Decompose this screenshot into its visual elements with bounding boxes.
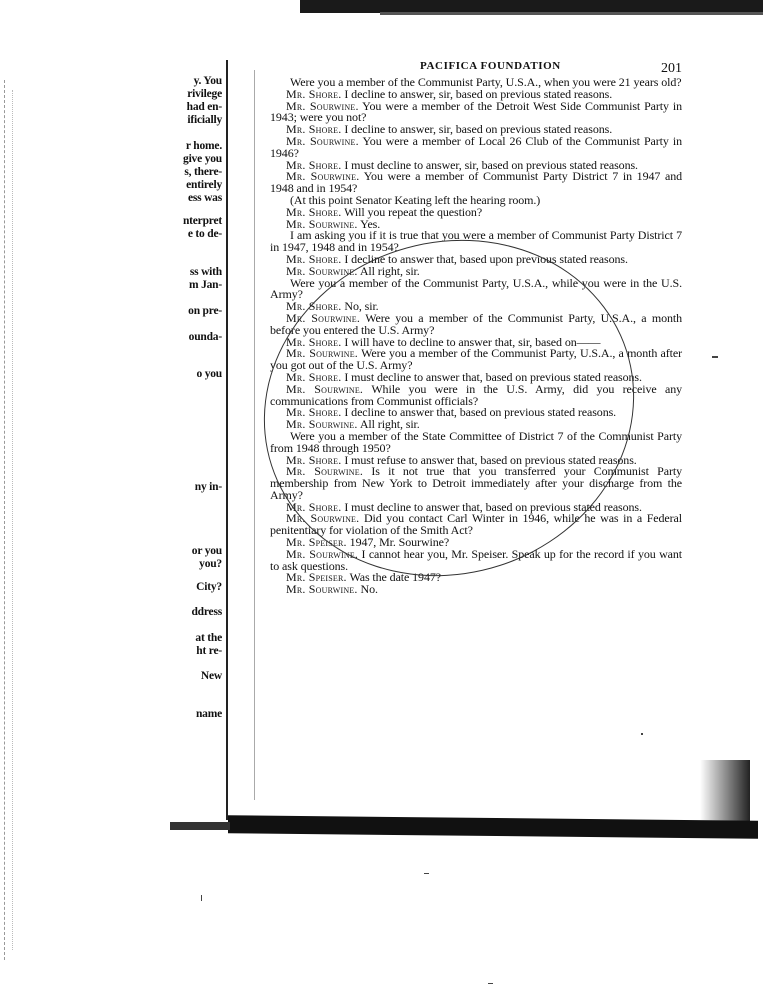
previous-page-fragment-line: ounda-	[188, 331, 222, 343]
speaker-name: Mr. Sourwine.	[286, 346, 359, 361]
speech-text: I must decline to answer that, based on previous stated reasons.	[344, 369, 642, 384]
page-number: 201	[661, 61, 682, 76]
speech-text: Yes.	[360, 216, 381, 231]
previous-page-fragment-line: s, there-	[184, 166, 222, 178]
previous-page-fragment-line: e to de-	[187, 228, 222, 240]
speech-text: All right, sir.	[359, 417, 420, 432]
speech-text: You were a member of the Detroit West Side Communist Party in 1943; were you not?	[270, 98, 682, 125]
speech-text: Were you a member of the Communist Party, U.S.A., a month after you got out of the U.S. Army?	[270, 346, 683, 373]
speaker-name: Mr. Sourwine.	[286, 381, 364, 396]
transcript-paragraph	[270, 310, 683, 337]
speaker-name: Mr. Shore.	[286, 499, 342, 514]
speech-text: (At this point Senator Keating left the hearing room.)	[290, 192, 541, 207]
transcript-paragraph	[270, 546, 682, 573]
speaker-name: Mr. Speiser.	[286, 535, 347, 550]
previous-page-fragment-line: had en-	[186, 101, 222, 113]
scan-speck	[488, 983, 493, 984]
speaker-name: Mr. Shore.	[286, 334, 342, 349]
speaker-name: Mr. Sourwine.	[286, 169, 360, 184]
previous-page-fragment-line: m Jan-	[189, 279, 222, 291]
transcript-paragraph	[270, 584, 682, 596]
speech-text: Were you a member of the Communist Party, U.S.A., when you were 21 years old?	[290, 75, 682, 89]
scan-top-edge-shadow	[380, 12, 763, 15]
speaker-name: Mr. Sourwine.	[286, 310, 361, 325]
previous-page-fragment-line: ny in-	[194, 481, 222, 493]
transcript-paragraph	[270, 275, 682, 302]
speech-text: You were a member of Local 26 Club of the Communist Party in 1946?	[270, 133, 682, 160]
previous-page-fragment-line: ht re-	[196, 645, 222, 657]
speech-text: Did you contact Carl Winter in 1946, while he was in a Federal penitentiary for violation of the Smith Act?	[270, 511, 682, 538]
transcript-paragraph	[270, 428, 682, 455]
previous-page-fragment-line: ess was	[187, 192, 222, 204]
previous-page-fragment-line: entirely	[186, 179, 222, 191]
transcript-paragraph	[270, 466, 682, 501]
previous-page-fragment-line: r home.	[185, 140, 222, 152]
speech-text: 1947, Mr. Sourwine?	[349, 535, 450, 550]
previous-page-fragment-line: New	[200, 670, 222, 682]
speaker-name: Mr. Sourwine.	[286, 511, 360, 526]
speech-text: Will you repeat the question?	[344, 204, 483, 219]
transcript-paragraph	[270, 98, 682, 125]
previous-page-fragment-line: ificially	[187, 114, 222, 126]
speech-text: I must refuse to answer that, based on previous stated reasons.	[344, 452, 637, 467]
speech-text: No.	[360, 582, 378, 597]
previous-page-fragment-line: give you	[183, 153, 222, 165]
previous-page-fragment-line: nterpret	[182, 215, 222, 227]
speech-text: All right, sir.	[359, 263, 420, 278]
speaker-name: Mr. Sourwine.	[286, 263, 358, 278]
speaker-name: Mr. Sourwine.	[286, 98, 359, 113]
previous-page-fragment-line: ddress	[191, 606, 222, 618]
scan-speck	[641, 733, 643, 735]
speech-text: I decline to answer, sir, based on previous stated reasons.	[344, 122, 613, 137]
previous-page-fragment	[130, 60, 228, 820]
transcript-paragraph	[270, 133, 682, 160]
transcript-body	[270, 77, 682, 596]
speech-text: Were you a member of the Communist Party, U.S.A., a month before you entered the U.S. Army?	[270, 310, 683, 337]
transcript-paragraph	[270, 381, 683, 408]
speech-text: I decline to answer that, based on previous stated reasons.	[344, 405, 617, 420]
previous-page-fragment-line: or you	[191, 545, 222, 557]
speech-text: Were you a member of the State Committee of District 7 of the Communist Party from 1948 through 1950?	[270, 428, 682, 455]
scan-speck	[424, 873, 429, 874]
scan-left-edge	[4, 80, 6, 960]
speaker-name: Mr. Shore.	[286, 157, 342, 172]
speech-text: While you were in the U.S. Army, did you receive any communications from Communist officials?	[270, 381, 683, 408]
scan-left-edge-faint	[12, 90, 14, 950]
speech-text: I decline to answer that, based upon previous stated reasons.	[344, 251, 628, 266]
running-head: PACIFICA FOUNDATION	[420, 60, 561, 72]
speech-text: I decline to answer, sir, based on previous stated reasons.	[344, 86, 613, 101]
speaker-name: Mr. Shore.	[286, 86, 342, 101]
speech-text: Was the date 1947?	[349, 570, 441, 585]
speaker-name: Mr. Speiser.	[286, 570, 347, 585]
speaker-name: Mr. Sourwine.	[286, 582, 358, 597]
speech-text: I cannot hear you, Mr. Speiser. Speak up for the record if you want to ask questions.	[270, 546, 682, 573]
speaker-name: Mr. Shore.	[286, 299, 342, 314]
speaker-name: Mr. Shore.	[286, 204, 342, 219]
speech-text: Were you a member of the Communist Party, U.S.A., while you were in the U.S. Army?	[270, 275, 682, 302]
previous-page-fragment-line: y. You	[193, 75, 222, 87]
speaker-name: Mr. Shore.	[286, 122, 342, 137]
page-gutter	[254, 70, 256, 800]
speaker-name: Mr. Shore.	[286, 369, 342, 384]
previous-page-fragment-line: rivilege	[187, 88, 222, 100]
transcript-paragraph	[270, 230, 682, 254]
speech-text: Is it not true that you transferred your Communist Party membership from New York to Detroit immediately after your discharge from the Army?	[270, 464, 682, 502]
previous-page-fragment-line: you?	[199, 558, 222, 570]
speech-text: I am asking you if it is true that you were a member of Communist Party District 7 in 1947, 1948 and in 1954?	[270, 228, 682, 255]
speaker-name: Mr. Shore.	[286, 452, 342, 467]
speaker-name: Mr. Sourwine.	[286, 133, 359, 148]
speaker-name: Mr. Sourwine.	[286, 546, 359, 561]
transcript-paragraph	[270, 171, 682, 195]
previous-page-fragment-line: at the	[195, 632, 222, 644]
speech-text: You were a member of Communist Party District 7 in 1947 and 1948 and in 1954?	[270, 169, 683, 196]
transcript-paragraph	[270, 513, 682, 537]
speech-text: I will have to decline to answer that, sir, based on——	[344, 334, 601, 349]
speaker-name: Mr. Sourwine.	[286, 464, 364, 479]
speaker-name: Mr. Sourwine.	[286, 216, 358, 231]
scan-speck	[201, 895, 202, 901]
speaker-name: Mr. Shore.	[286, 405, 342, 420]
scan-bottom-edge	[228, 815, 758, 839]
previous-page-fragment-line: on pre-	[188, 305, 222, 317]
speech-text: I must decline to answer, sir, based on previous stated reasons.	[344, 157, 638, 172]
speech-text: No, sir.	[344, 299, 379, 314]
speaker-name: Mr. Shore.	[286, 251, 342, 266]
previous-page-fragment-line: ss with	[189, 266, 222, 278]
scan-bottom-edge-left	[170, 822, 230, 830]
transcript-paragraph	[270, 348, 682, 372]
previous-page-fragment-line: City?	[196, 581, 222, 593]
speaker-name: Mr. Sourwine.	[286, 417, 358, 432]
scan-speck	[712, 356, 718, 358]
previous-page-fragment-line: name	[195, 708, 222, 720]
speech-text: I must decline to answer that, based on previous stated reasons.	[344, 499, 642, 514]
previous-page-fragment-line: o you	[196, 368, 222, 380]
